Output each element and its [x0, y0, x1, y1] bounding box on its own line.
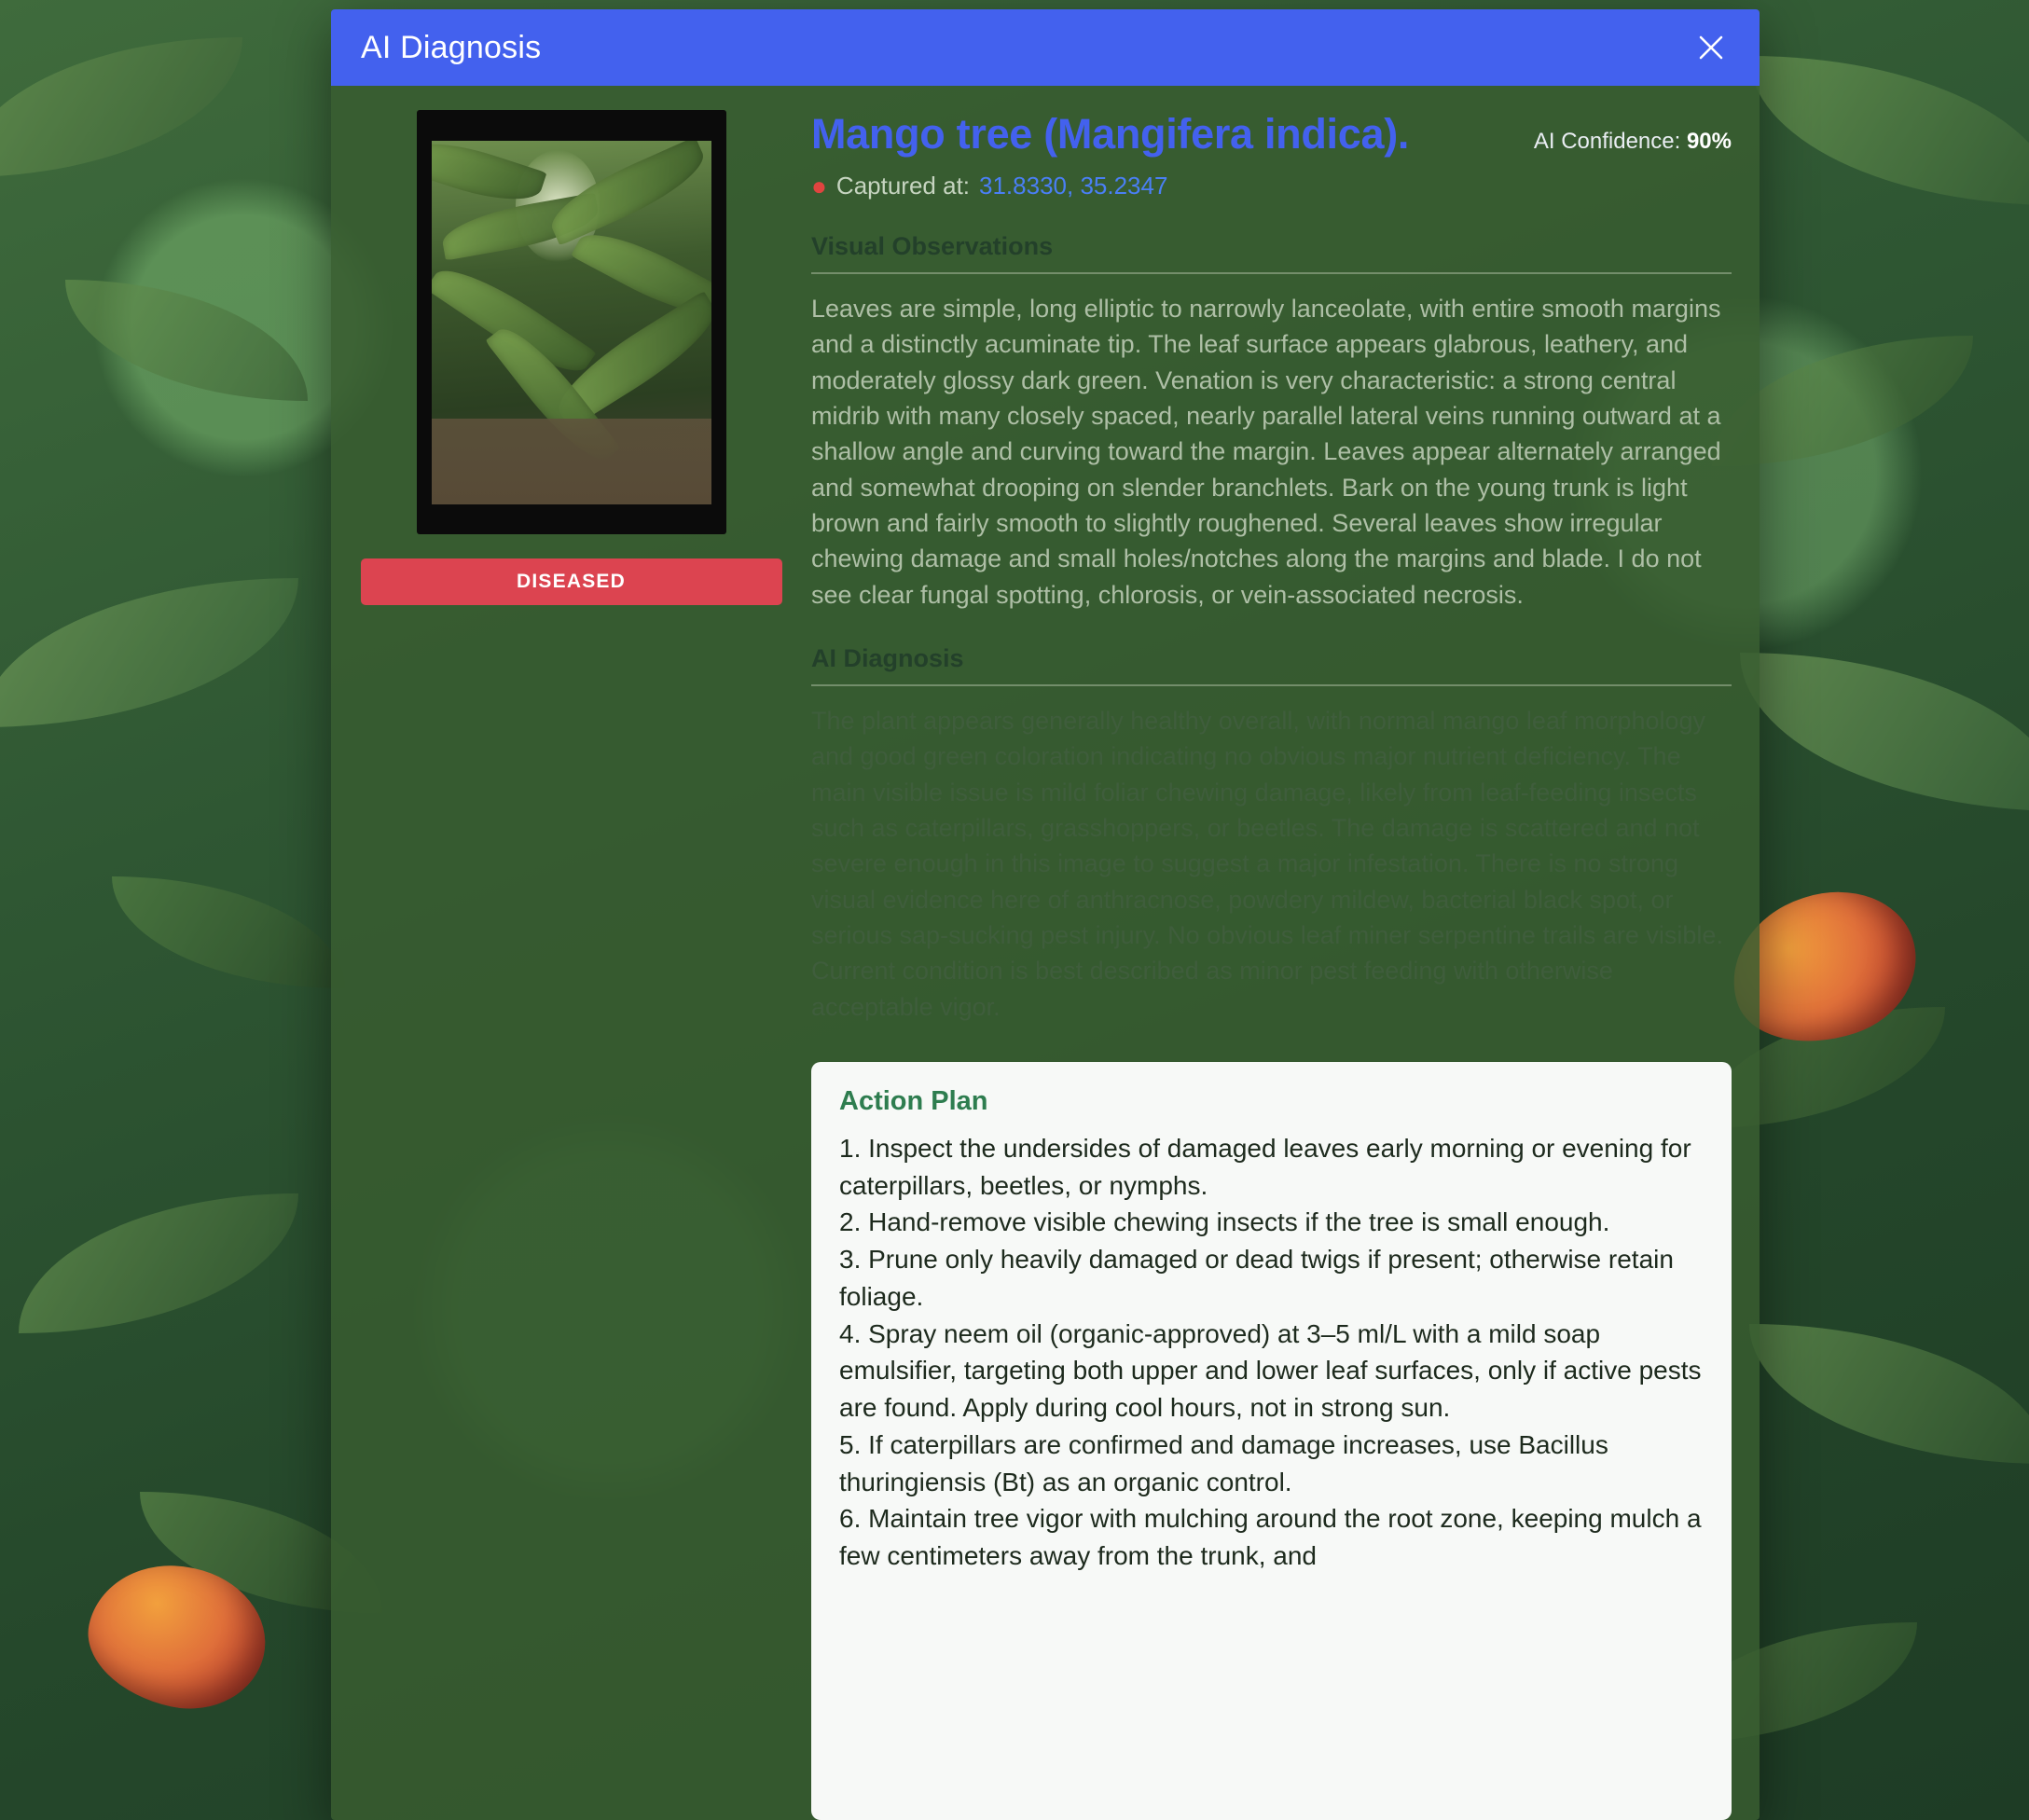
coordinates-link[interactable]: 31.8330, 35.2347 — [979, 172, 1168, 200]
photo-column — [359, 110, 783, 1820]
decor-leaf — [1749, 56, 2029, 205]
action-plan-step: 2. Hand-remove visible chewing insects if the tree is small enough. — [839, 1207, 1610, 1237]
result-title-row — [811, 110, 1732, 159]
decor-leaf — [19, 1193, 298, 1333]
section-title-visual-observations: Visual Observations — [811, 232, 1732, 274]
ai-diagnosis-modal — [331, 9, 1760, 1820]
action-plan-step: 3. Prune only heavily damaged or dead twigs if present; otherwise retain foliage. — [839, 1245, 1674, 1311]
captured-at-row — [811, 172, 1732, 200]
modal-header — [331, 9, 1760, 86]
section-body-ai-diagnosis: The plant appears generally healthy overall, with normal mango leaf morphology and good green coloration indicating no obvious major nutrient deficiency. The main visible issue is mild foliar chewing damage, likely from leaf-feeding insects such as caterpillars, grasshoppers, or beetles. The damage is scattered and not severe enough in this image to suggest a major infestation. There is no strong visual evidence here of anthracnose, powdery mildew, bacterial black spot, or serious sap-sucking pest injury. No obvious leaf miner serpentine trails are visible. Current condition is best described as minor pest feeding with otherwise acceptable vigor. — [811, 706, 1723, 1021]
diagnosis-column — [811, 110, 1732, 1820]
plant-name: Mango tree (Mangifera indica). — [811, 110, 1410, 158]
status-badge: DISEASED — [361, 558, 782, 605]
decor-leaf — [1740, 653, 2029, 811]
decor-leaf — [0, 578, 298, 727]
section-body-visual-observations: Leaves are simple, long elliptic to narrowly lanceolate, with entire smooth margins and a distinctly acuminate tip. The leaf surface appears glabrous, leathery, and moderately glossy dark green. Venation is very characteristic: a strong central midrib with many closely spaced, nearly parallel lateral veins running outward at a shallow angle and curving toward the margin. Leaves appear alternately arranged and somewhat drooping on slender branchlets. Bark on the young trunk is light brown and fairly smooth to slightly roughened. Several leaves show irregular chewing damage and small holes/notches along the margins and blade. I do not see clear fungal spotting, chlorosis, or vein-associated necrosis. — [811, 295, 1721, 609]
photo-soil — [432, 419, 711, 504]
location-pin-icon: ● — [811, 171, 827, 200]
plant-photo-image — [432, 141, 711, 504]
action-plan-step: 4. Spray neem oil (organic-approved) at 3–5 ml/L with a mild soap emulsifier, targeting both upper and lower leaf surfaces, only if active pests are found. Apply during cool hours, not in strong sun. — [839, 1318, 1702, 1423]
decor-leaf — [112, 876, 345, 988]
decor-leaf — [65, 280, 308, 401]
confidence-label — [1534, 129, 1732, 155]
confidence-text: AI Confidence: — [1533, 129, 1687, 154]
modal-body — [331, 86, 1760, 1820]
close-icon[interactable] — [1689, 25, 1733, 70]
decor-leaf — [1749, 1324, 2029, 1464]
section-title-ai-diagnosis: AI Diagnosis — [811, 644, 1732, 686]
decor-leaf — [0, 37, 242, 177]
plant-photo[interactable] — [417, 110, 726, 534]
action-plan-card — [811, 1062, 1732, 1820]
confidence-value: 90% — [1686, 129, 1732, 154]
action-plan-step: 6. Maintain tree vigor with mulching around the root zone, keeping mulch a few centimeters away from the trunk, and — [839, 1504, 1702, 1571]
captured-at-label: Captured at: — [835, 172, 971, 200]
action-plan-title: Action Plan — [839, 1085, 988, 1116]
modal-title: AI Diagnosis — [361, 29, 542, 65]
action-plan-step: 1. Inspect the undersides of damaged leaves early morning or evening for caterpillars, beetles, or nymphs. — [839, 1133, 1691, 1200]
action-plan-step: 5. If caterpillars are confirmed and damage increases, use Bacillus thuringiensis (Bt) as an organic control. — [839, 1429, 1608, 1496]
